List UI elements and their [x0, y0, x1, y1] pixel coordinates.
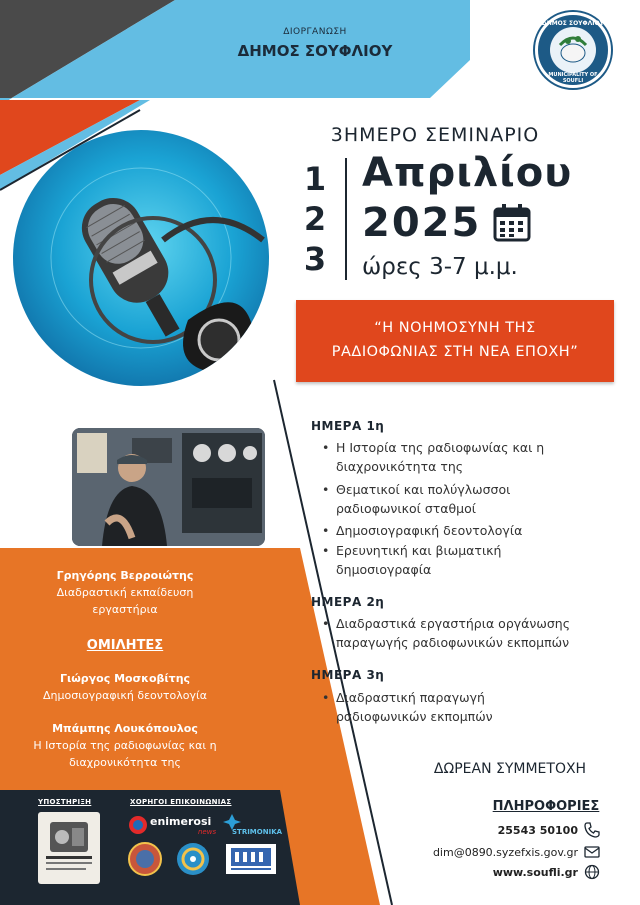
institution-sponsor-icon — [226, 844, 276, 874]
day2-heading: ΗΜΕΡΑ 2η — [311, 595, 385, 609]
media-sponsors-heading: ΧΟΡΗΓΟΙ ΕΠΙΚΟΙΝΩΝΙΑΣ — [130, 798, 232, 806]
day1-item-3 — [322, 521, 523, 540]
day1-item-1 — [322, 438, 545, 476]
enimerosi-logo — [128, 812, 223, 838]
day2-item-1-line2: παραγωγής ραδιοφωνικών εκπομπών — [336, 635, 570, 650]
media-sponsor-badge-icon — [128, 842, 162, 876]
trainer-role-line2: εργαστήρια — [92, 603, 158, 616]
day1-item-4-line1: Ερευνητική και βιωματική — [336, 543, 502, 558]
day3-item-1-line1: Διαδραστική παραγωγή — [336, 690, 485, 705]
speaker-role-2-line1: Η Ιστορία της ραδιοφωνίας και η — [33, 739, 217, 752]
speaker-name-2: Μπάμπης Λουκόπουλος — [52, 722, 198, 735]
event-month: Απριλίου — [362, 150, 573, 196]
organizer-name: ΔΗΜΟΣ ΣΟΥΦΛΙΟΥ — [237, 42, 393, 60]
radio-museum-icon — [38, 812, 100, 884]
day3-heading: ΗΜΕΡΑ 3η — [311, 668, 385, 682]
museum-logo — [38, 812, 100, 884]
day-number-2: 2 — [303, 200, 327, 238]
microphone-illustration — [13, 130, 269, 386]
globe-icon — [584, 864, 600, 880]
seminar-title-line1: “Η ΝΟΗΜΟΣΥΝΗ ΤΗΣ — [374, 320, 536, 336]
bullet-icon: • — [322, 690, 330, 705]
day2-item-1 — [322, 614, 571, 652]
speaker-role-1: Δημοσιογραφική δεοντολογία — [43, 689, 207, 702]
day1-item-2-line2: ραδιοφωνικοί σταθμοί — [336, 501, 477, 516]
radio-studio-photo — [72, 428, 265, 546]
info-email[interactable]: dim@0890.syzefxis.gov.gr — [432, 846, 578, 859]
municipality-seal — [535, 12, 611, 88]
day-number-1: 1 — [303, 160, 327, 198]
day1-item-3-line1: Δημοσιογραφική δεοντολογία — [336, 523, 523, 538]
seal-top-text: ΔΗΜΟΣ ΣΟΥΦΛΙΟΥ — [542, 20, 604, 27]
strimonika-logo — [222, 810, 283, 842]
radio-sponsor-icon — [176, 842, 210, 876]
enimerosi-icon — [128, 815, 148, 835]
speakers-heading: ΟΜΙΛΗΤΕΣ — [86, 638, 164, 653]
day1-item-4-line2: δημοσιογραφία — [336, 562, 432, 577]
seal-bottom-text: MUNICIPALITY OF SOUFLI — [548, 72, 598, 84]
info-website[interactable]: www.soufli.gr — [492, 866, 578, 879]
support-heading: ΥΠΟΣΤΗΡΙΞΗ — [38, 798, 92, 806]
bullet-icon: • — [322, 482, 330, 497]
bullet-icon: • — [322, 440, 330, 455]
day1-item-1-line1: Η Ιστορία της ραδιοφωνίας και η — [336, 440, 545, 455]
seminar-title-box — [296, 300, 614, 382]
day1-item-4 — [322, 541, 502, 579]
day1-item-1-line2: διαχρονικότητα της — [336, 459, 464, 474]
day3-item-1 — [322, 688, 493, 726]
seminar-title-line2: ΡΑΔΙΟΦΩΝΙΑΣ ΣΤΗ ΝΕΑ ΕΠΟΧΗ” — [331, 344, 579, 360]
bullet-icon: • — [322, 523, 330, 538]
info-phone[interactable]: 25543 50100 — [497, 824, 578, 837]
info-heading: ΠΛΗΡΟΦΟΡΙΕΣ — [492, 799, 600, 814]
day2-item-1-line1: Διαδραστικά εργαστήρια οργάνωσης — [336, 616, 571, 631]
day1-heading: ΗΜΕΡΑ 1η — [311, 419, 385, 433]
trainer-role-line1: Διαδραστική εκπαίδευση — [56, 586, 194, 599]
trainer-name: Γρηγόρης Βερροιώτης — [56, 569, 194, 582]
phone-icon — [584, 822, 600, 838]
trainer-photo — [72, 428, 265, 546]
speaker-name-1: Γιώργος Μοσκοβίτης — [59, 672, 191, 685]
silk-cocoon-icon — [550, 27, 596, 73]
event-hours: ώρες 3-7 μ.μ. — [362, 254, 518, 280]
seminar-label: 3ΗΜΕΡΟ ΣΕΜΙΝΑΡΙΟ — [330, 124, 540, 146]
seal-emblem — [550, 27, 596, 73]
email-icon — [584, 844, 600, 860]
bullet-icon: • — [322, 616, 330, 631]
enimerosi-text: enimerosi — [150, 815, 212, 828]
enimerosi-news-text: news — [198, 828, 217, 836]
day3-item-1-line2: ραδιοφωνικών εκπομπών — [336, 709, 493, 724]
date-divider — [345, 158, 347, 280]
microphone-image — [13, 130, 269, 386]
calendar-icon — [492, 203, 532, 243]
organizer-label: ΔΙΟΡΓΑΝΩΣΗ — [283, 27, 347, 37]
speaker-role-2-line2: διαχρονικότητα της — [69, 756, 181, 769]
strimonika-text: STRIMONIKA — [232, 828, 283, 836]
day1-item-2-line1: Θεματικοί και πολύγλωσσοι — [336, 482, 511, 497]
day1-item-2 — [322, 480, 511, 518]
event-year: 2025 — [362, 200, 482, 246]
free-participation: ΔΩΡΕΑΝ ΣΥΜΜΕΤΟΧΗ — [433, 761, 587, 777]
bullet-icon: • — [322, 543, 330, 558]
day-number-3: 3 — [303, 240, 327, 278]
